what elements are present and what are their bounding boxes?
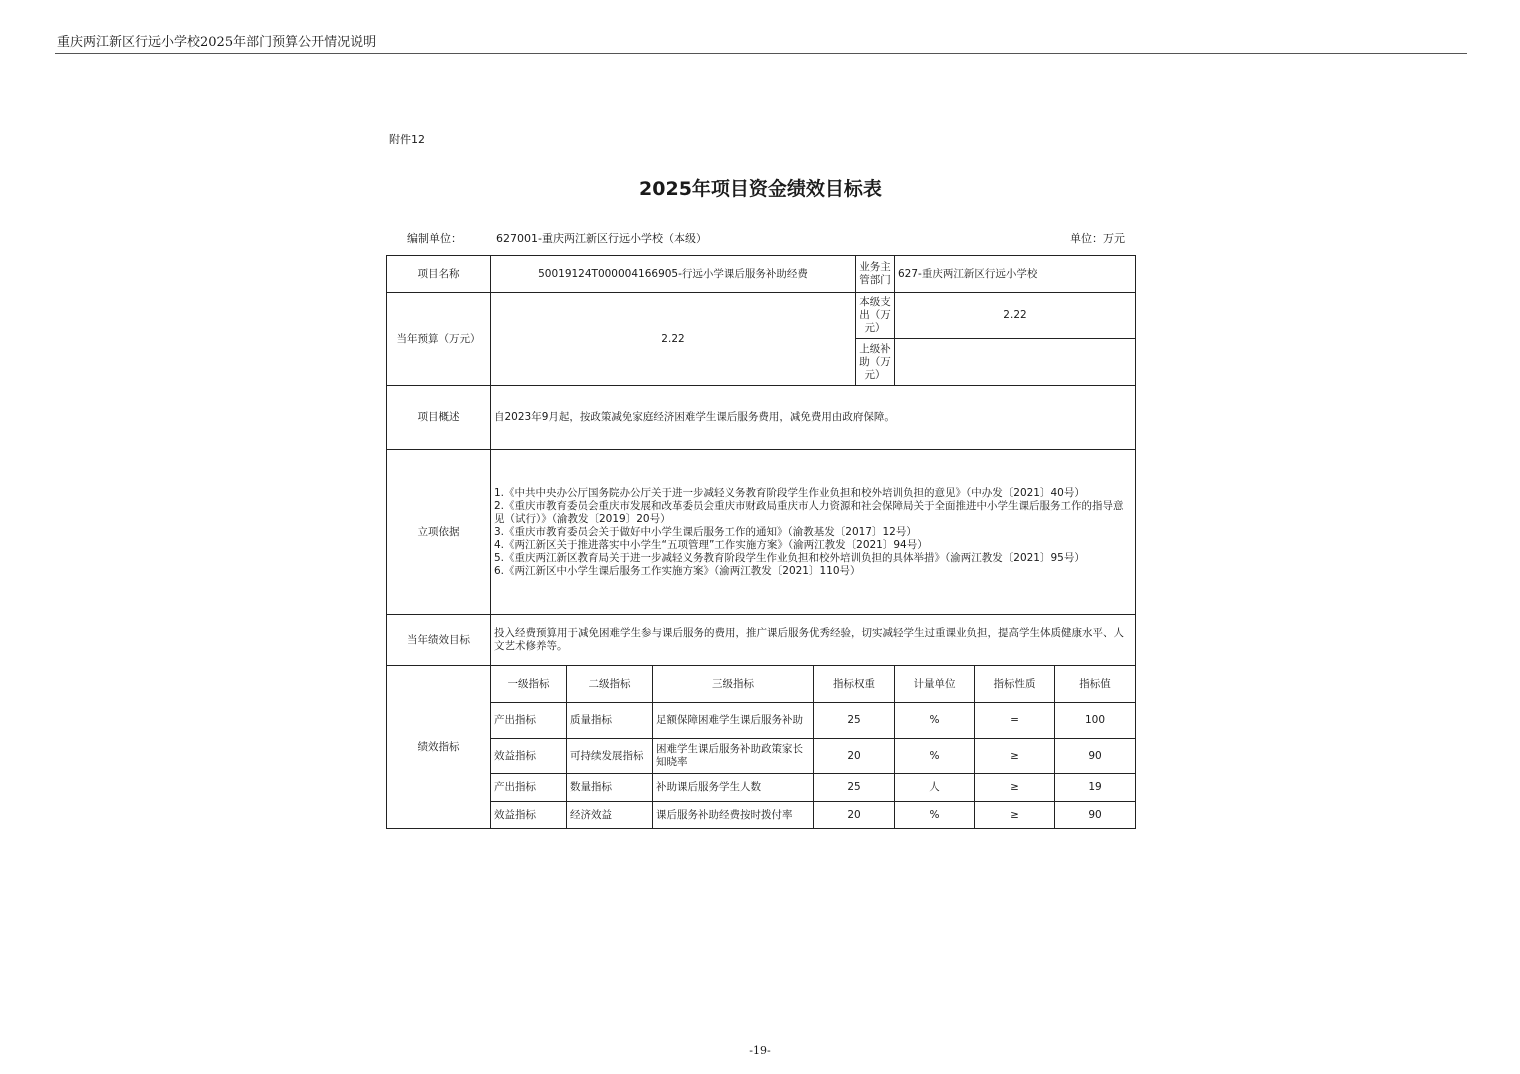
unit-label: 单位：万元 <box>1070 232 1125 245</box>
org-line <box>407 230 707 246</box>
org-label: 编制单位： <box>407 232 462 245</box>
basis-item: 2.《重庆市教育委员会重庆市发展和改革委员会重庆市财政局重庆市人力资源和社会保障局关于全面推进中小学生课后服务工作的指导意见（试行）》（渝教发〔2019〕20号） <box>494 499 1124 525</box>
dept-value: 627-重庆两江新区行远小学校 <box>895 256 1136 293</box>
indicator-level1: 效益指标 <box>491 802 567 829</box>
indicator-level1: 产出指标 <box>491 703 567 739</box>
basis-item: 4.《两江新区关于推进落实中小学生“五项管理”工作实施方案》（渝两江教发〔2021〕94号） <box>494 538 928 551</box>
indicator-nature: ≥ <box>975 802 1055 829</box>
indicator-nature: ≥ <box>975 739 1055 774</box>
own-expense-label: 本级支出（万元） <box>856 293 895 339</box>
indicator-level2: 质量指标 <box>567 703 653 739</box>
indicator-level2: 数量指标 <box>567 774 653 802</box>
header-weight: 指标权重 <box>814 666 895 703</box>
overview-value: 自2023年9月起，按政策减免家庭经济困难学生课后服务费用，减免费用由政府保障。 <box>491 386 1136 450</box>
indicators-label: 绩效指标 <box>387 666 491 829</box>
indicator-nature: ≥ <box>975 774 1055 802</box>
document-title: 2025年项目资金绩效目标表 <box>639 178 882 200</box>
dept-label: 业务主管部门 <box>856 256 895 293</box>
own-expense-value: 2.22 <box>895 293 1136 339</box>
indicator-value: 19 <box>1055 774 1136 802</box>
org-value: 627001-重庆两江新区行远小学校（本级） <box>496 232 707 245</box>
indicator-header-row <box>387 666 1136 703</box>
indicator-row <box>387 739 1136 774</box>
indicator-level3: 课后服务补助经费按时拨付率 <box>653 802 814 829</box>
basis-item: 3.《重庆市教育委员会关于做好中小学生课后服务工作的通知》（渝教基发〔2017〕12号） <box>494 525 917 538</box>
upper-subsidy-value <box>895 339 1136 386</box>
indicator-unit: % <box>895 703 975 739</box>
performance-table <box>386 255 1136 829</box>
attachment-label: 附件12 <box>389 133 425 146</box>
basis-item: 1.《中共中央办公厅国务院办公厅关于进一步减轻义务教育阶段学生作业负担和校外培训负担的意见》（中办发〔2021〕40号） <box>494 486 1085 499</box>
basis-list <box>494 487 1132 578</box>
upper-subsidy-label: 上级补助（万元） <box>856 339 895 386</box>
budget-value: 2.22 <box>491 293 856 386</box>
basis-cell <box>491 450 1136 615</box>
basis-item: 6.《两江新区中小学生课后服务工作实施方案》（渝两江教发〔2021〕110号） <box>494 564 861 577</box>
basis-item: 5.《重庆两江新区教育局关于进一步减轻义务教育阶段学生作业负担和校外培训负担的具体举措》（渝两江教发〔2021〕95号） <box>494 551 1085 564</box>
basis-label: 立项依据 <box>387 450 491 615</box>
goal-value: 投入经费预算用于减免困难学生参与课后服务的费用，推广课后服务优秀经验，切实减轻学生过重课业负担，提高学生体质健康水平、人文艺术修养等。 <box>491 615 1136 666</box>
project-name-value: 50019124T000004166905-行远小学课后服务补助经费 <box>491 256 856 293</box>
indicator-weight: 20 <box>814 739 895 774</box>
project-name-label: 项目名称 <box>387 256 491 293</box>
indicator-weight: 20 <box>814 802 895 829</box>
indicator-level2: 经济效益 <box>567 802 653 829</box>
header-value: 指标值 <box>1055 666 1136 703</box>
indicator-level3: 足额保障困难学生课后服务补助 <box>653 703 814 739</box>
row-project-name <box>387 256 1136 293</box>
header-unit: 计量单位 <box>895 666 975 703</box>
page-number: -19- <box>749 1044 771 1057</box>
indicator-value: 100 <box>1055 703 1136 739</box>
running-header: 重庆两江新区行远小学校2025年部门预算公开情况说明 <box>57 35 377 50</box>
indicator-value: 90 <box>1055 739 1136 774</box>
indicator-weight: 25 <box>814 774 895 802</box>
row-budget <box>387 293 1136 339</box>
row-overview <box>387 386 1136 450</box>
row-basis <box>387 450 1136 615</box>
indicator-nature: = <box>975 703 1055 739</box>
indicator-level3: 困难学生课后服务补助政策家长知晓率 <box>653 739 814 774</box>
overview-label: 项目概述 <box>387 386 491 450</box>
header-level1: 一级指标 <box>491 666 567 703</box>
budget-label: 当年预算（万元） <box>387 293 491 386</box>
indicator-level1: 产出指标 <box>491 774 567 802</box>
indicator-level3: 补助课后服务学生人数 <box>653 774 814 802</box>
indicator-unit: 人 <box>895 774 975 802</box>
indicator-row <box>387 774 1136 802</box>
header-rule <box>55 53 1467 54</box>
indicator-unit: % <box>895 739 975 774</box>
indicator-value: 90 <box>1055 802 1136 829</box>
indicator-row <box>387 703 1136 739</box>
indicator-row <box>387 802 1136 829</box>
indicator-level1: 效益指标 <box>491 739 567 774</box>
indicator-weight: 25 <box>814 703 895 739</box>
indicator-unit: % <box>895 802 975 829</box>
goal-label: 当年绩效目标 <box>387 615 491 666</box>
indicator-level2: 可持续发展指标 <box>567 739 653 774</box>
header-nature: 指标性质 <box>975 666 1055 703</box>
header-level2: 二级指标 <box>567 666 653 703</box>
header-level3: 三级指标 <box>653 666 814 703</box>
row-goal <box>387 615 1136 666</box>
